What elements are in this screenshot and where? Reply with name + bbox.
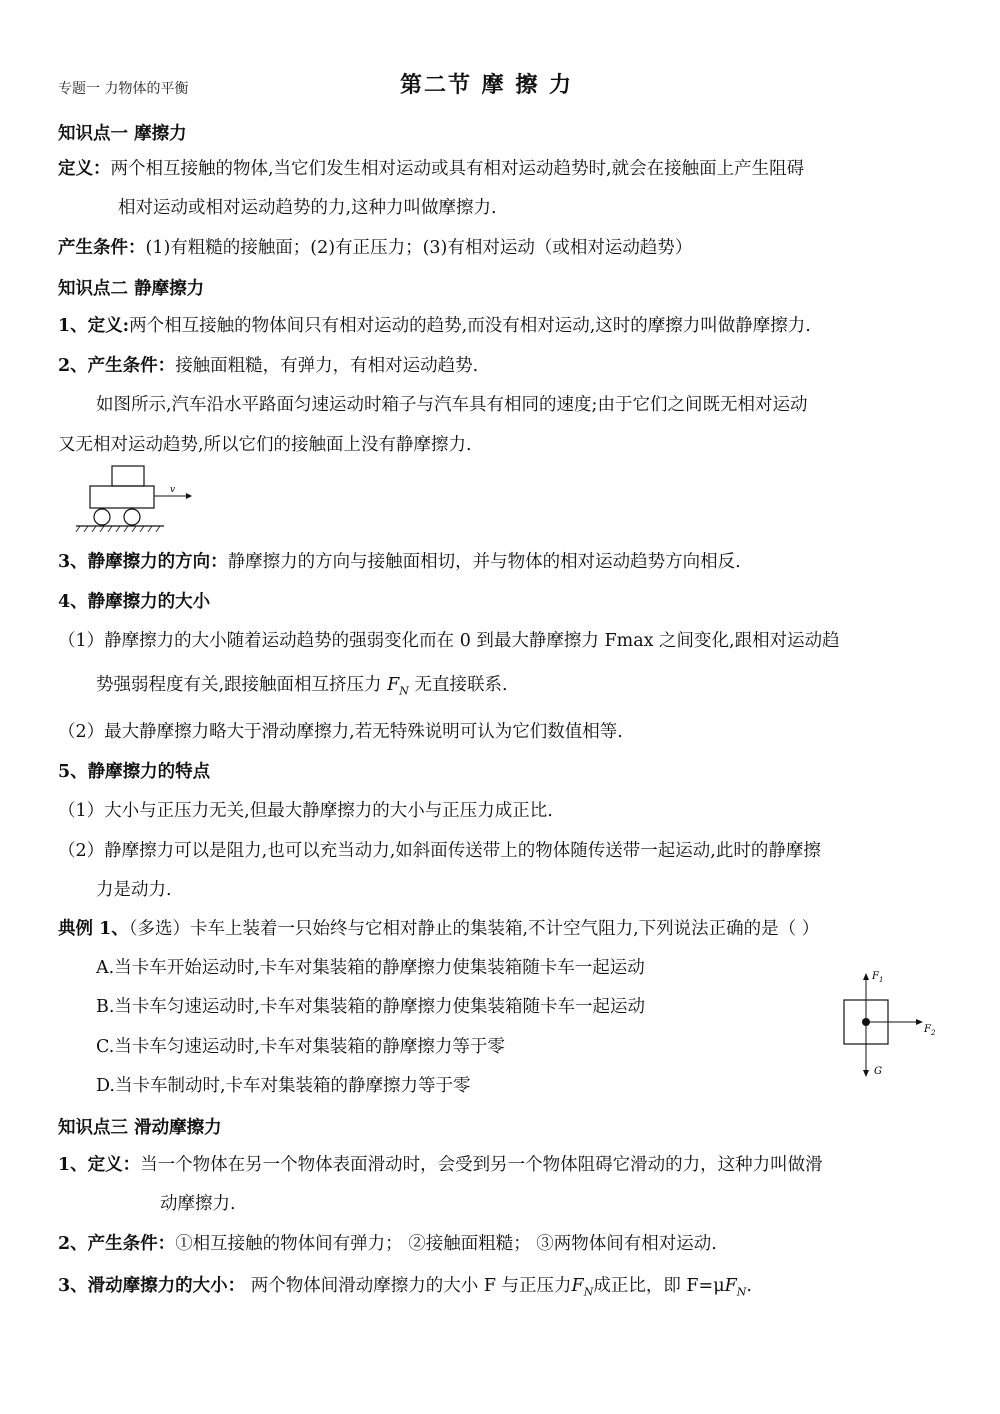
example1-label: 典例 1、 [58, 919, 129, 939]
kp2-item4-p1-line1: （1）静摩擦力的大小随着运动趋势的强弱变化而在 0 到最大静摩擦力 Fmax 之间变化,跟相对运动趋 [58, 631, 840, 651]
kp2-heading: 知识点二 静摩擦力 [58, 279, 205, 299]
example1-option-d: D.当卡车制动时,卡车对集装箱的静摩擦力等于零 [96, 1076, 471, 1096]
kp2-paragraph-line2: 又无相对运动趋势,所以它们的接触面上没有静摩擦力. [58, 435, 472, 455]
math-N-3: N [736, 1285, 747, 1299]
kp3-item1-label: 1、定义： [58, 1155, 141, 1175]
kp2-item1-label: 1、定义: [58, 316, 130, 336]
car-body [90, 486, 154, 508]
kp2-item3-text: 静摩擦力的方向与接触面相切，并与物体的相对运动趋势方向相反. [227, 552, 741, 572]
kp3-item3-text-c: . [746, 1276, 752, 1296]
kp2-paragraph-line1: 如图所示,汽车沿水平路面匀速运动时箱子与汽车具有相同的速度;由于它们之间既无相对运动 [96, 395, 808, 415]
kp2-item2 [58, 354, 478, 378]
example1-stem [58, 917, 819, 941]
example1-option-a: A.当卡车开始运动时,卡车对集装箱的静摩擦力使集装箱随卡车一起运动 [96, 958, 645, 978]
kp2-item5-p2-line2: 力是动力. [96, 880, 172, 900]
kp1-cond-text: (1)有粗糙的接触面；(2)有正压力；(3)有相对运动（或相对运动趋势） [145, 238, 693, 258]
cargo-box [112, 466, 144, 486]
force-diagram [828, 966, 948, 1080]
kp2-item4-p1-line2-b: 无直接联系. [414, 675, 508, 695]
kp2-item5-p2-line1: （2）静摩擦力可以是阻力,也可以充当动力,如斜面传送带上的物体随传送带一起运动,此时的静摩擦 [58, 841, 821, 861]
kp2-item2-text: 接触面粗糙，有弹力，有相对运动趋势. [175, 356, 479, 376]
kp2-item4-p1-line2-a: 势强弱程度有关,跟接触面相互挤压力 [96, 675, 382, 695]
kp1-definition-line2: 相对运动或相对运动趋势的力,这种力叫做摩擦力. [118, 198, 497, 218]
kp2-item1-text: 两个相互接触的物体间只有相对运动的趋势,而没有相对运动,这时的摩擦力叫做静摩擦力. [129, 316, 811, 336]
road-hatching [76, 526, 160, 532]
kp3-item2 [58, 1232, 717, 1256]
velocity-label: v [170, 485, 176, 495]
G-arrowhead [863, 1070, 869, 1077]
kp3-item3 [58, 1274, 752, 1305]
math-F-3: F [724, 1276, 737, 1296]
header-subject: 专题一 力物体的平衡 [58, 81, 189, 97]
kp3-item2-text: ①相互接触的物体间有弹力； ②接触面粗糙； ③两物体间有相对运动. [175, 1234, 717, 1254]
normal-force-symbol-3 [724, 1276, 747, 1299]
kp3-heading: 知识点三 滑动摩擦力 [58, 1118, 222, 1138]
kp1-def-text1: 两个相互接触的物体,当它们发生相对运动或具有相对运动趋势时,就会在接触面上产生阻碍 [110, 159, 805, 179]
kp3-item3-label: 3、滑动摩擦力的大小： [58, 1276, 246, 1296]
kp2-item3 [58, 550, 741, 574]
kp2-item4-heading: 4、静摩擦力的大小 [58, 592, 211, 612]
velocity-arrowhead [186, 493, 192, 499]
kp3-item2-label: 2、产生条件： [58, 1234, 176, 1254]
math-N-2: N [583, 1285, 594, 1299]
kp2-item5-p1: （1）大小与正压力无关,但最大静摩擦力的大小与正压力成正比. [58, 801, 553, 821]
kp1-cond-label: 产生条件： [58, 238, 146, 258]
example1-stem-text: （多选）卡车上装着一只始终与它相对静止的集装箱,不计空气阻力,下列说法正确的是（ ） [128, 919, 820, 939]
normal-force-symbol [387, 675, 409, 698]
kp3-item3-text-b: 成正比，即 F=μ [593, 1276, 725, 1296]
kp1-definition-line1 [58, 157, 804, 181]
example1-option-c: C.当卡车匀速运动时,卡车对集装箱的静摩擦力等于零 [96, 1037, 505, 1057]
kp3-item1-line1 [58, 1153, 823, 1177]
kp2-item3-label: 3、静摩擦力的方向： [58, 552, 228, 572]
kp2-item5-heading: 5、静摩擦力的特点 [58, 762, 211, 782]
kp2-item2-label: 2、产生条件： [58, 356, 176, 376]
kp2-item4-p1-line2 [96, 673, 508, 704]
normal-force-symbol-2 [571, 1276, 594, 1299]
G-label: G [874, 1066, 882, 1077]
kp2-item4-p2: （2）最大静摩擦力略大于滑动摩擦力,若无特殊说明可认为它们数值相等. [58, 722, 623, 742]
F1-arrowhead [863, 973, 869, 980]
kp1-def-label: 定义： [58, 159, 111, 179]
math-F-2: F [571, 1276, 584, 1296]
F2-arrowhead [916, 1019, 923, 1025]
example1-option-b: B.当卡车匀速运动时,卡车对集装箱的静摩擦力使集装箱随卡车一起运动 [96, 997, 645, 1017]
kp2-item1 [58, 314, 811, 338]
math-F: F [387, 675, 400, 695]
kp3-item1-line2: 动摩擦力. [160, 1194, 236, 1214]
F2-label: $F_2$ [924, 1024, 936, 1037]
kp1-conditions [58, 236, 692, 260]
car-box-figure [74, 462, 204, 534]
car-wheel-rear [94, 509, 110, 525]
page-title: 第二节 摩 擦 力 [400, 72, 573, 98]
F1-label: $F_1$ [872, 971, 884, 984]
kp3-item3-text-a: 两个物体间滑动摩擦力的大小 F 与正压力 [250, 1276, 572, 1296]
kp3-item1-text: 当一个物体在另一个物体表面滑动时，会受到另一个物体阻碍它滑动的力，这种力叫做滑 [140, 1155, 823, 1175]
math-N: N [399, 684, 409, 698]
car-wheel-front [124, 509, 140, 525]
kp1-heading: 知识点一 摩擦力 [58, 124, 187, 144]
